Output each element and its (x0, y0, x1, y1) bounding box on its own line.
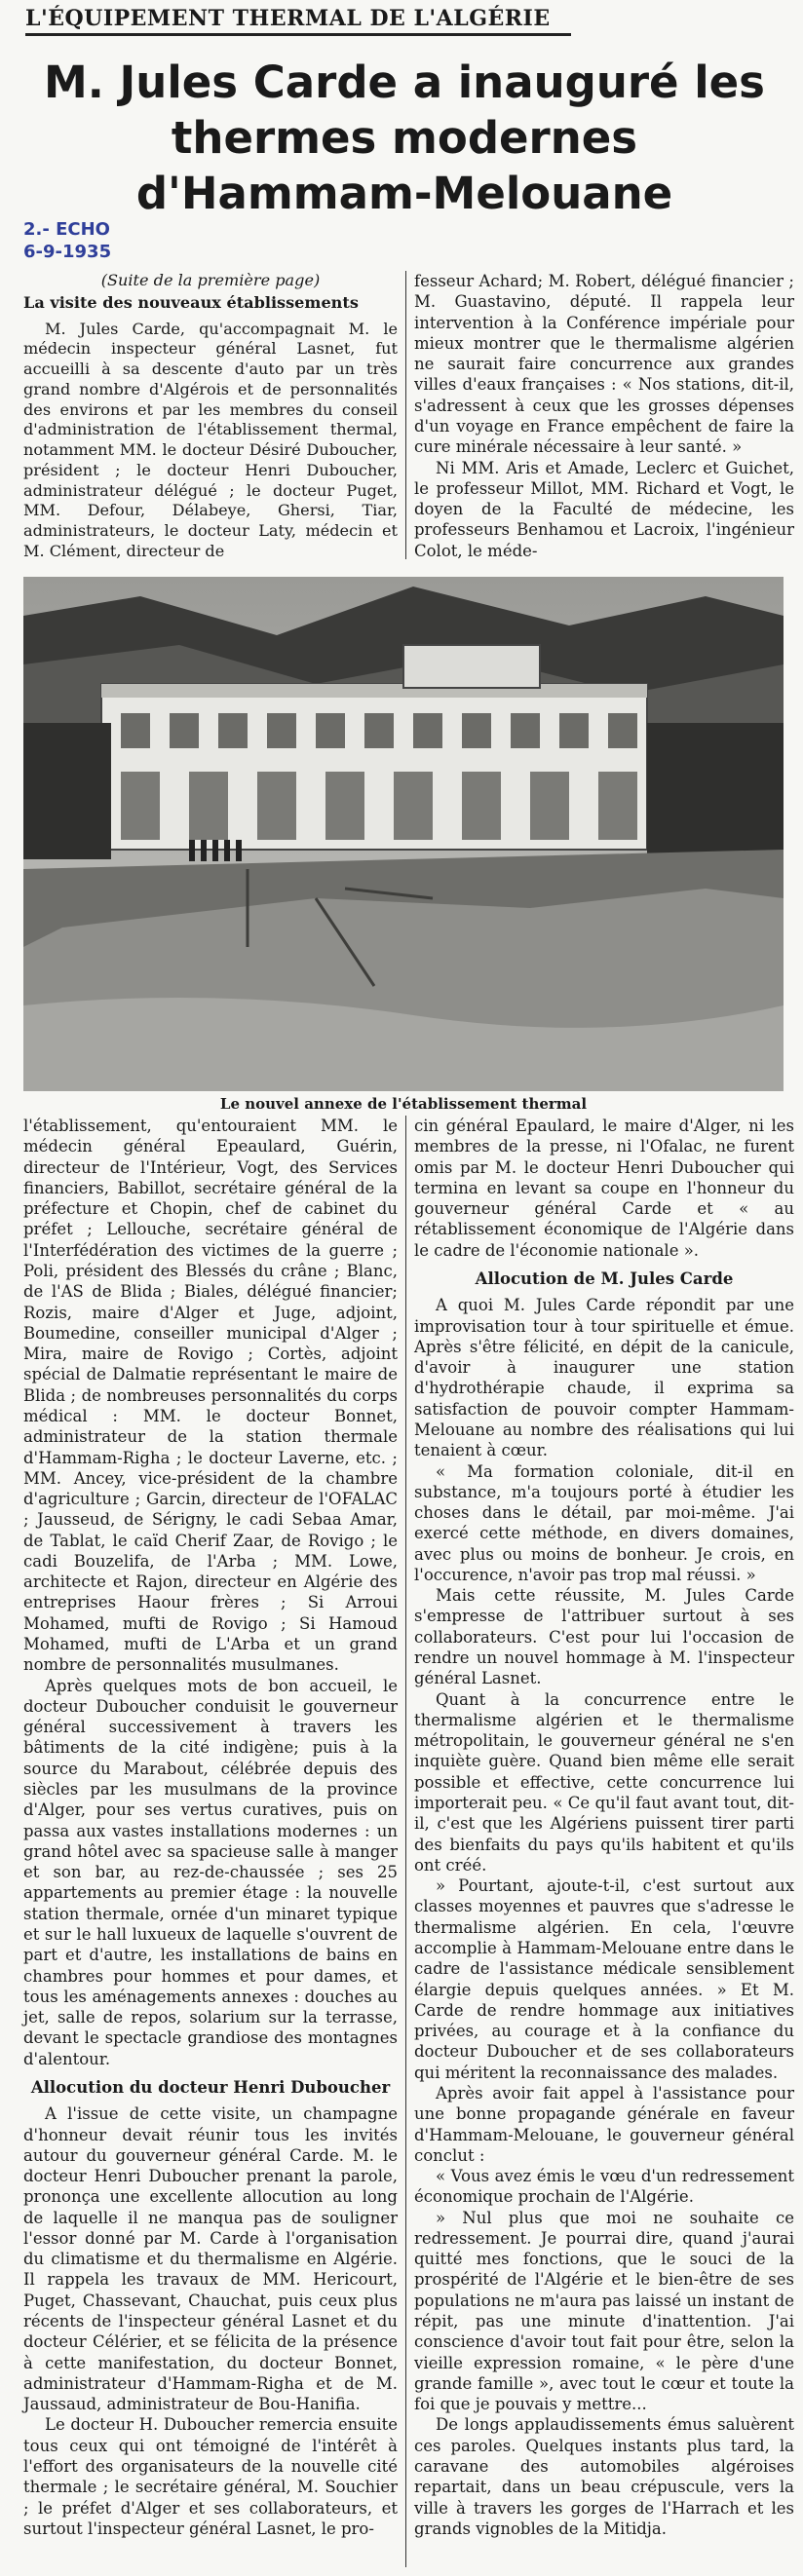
stamp-line-1: 2.- ECHO (23, 219, 110, 240)
continuation-note: (Suite de la première page) (100, 271, 321, 289)
paragraph: A l'issue de cette visite, un champagne d'honneur devait réunir tous les invités autour du gouverneur général Carde. M. le docteur Henri Duboucher prenant la parole, prononça une excellente allocution au long de laquelle il ne manqua pas de souligner l'essor donné par M. Carde à l'organisation du climatisme et du thermalisme en Algérie. Il rappela les travaux de MM. Hericourt, Puget, Chassevant, Chauchat, puis ceux plus récents de l'inspecteur général Lasnet et du docteur Célérier, et se félicita de la présence à cette manifestation, du docteur Bonnet, administrateur d'Hammam-Righa et de M. Jaussaud, administrateur de Bou-Hanifia. (23, 2104, 398, 2414)
article-headline: M. Jules Carde a inauguré les thermes modernes d'Hammam-Melouane (44, 57, 765, 219)
photo-caption: Le nouvel annexe de l'établissement thermal (219, 1095, 588, 1113)
column-4 (414, 1116, 794, 2539)
paragraph: » Pourtant, ajoute-t-il, c'est surtout aux classes moyennes et pauvres que s'adresse le thermalisme algérien. En cela, l'œuvre accomplie à Hammam-Melouane entre dans le cadre de l'assistance médicale sensiblement élargie depuis quelques années. » Et M. Carde de rendre hommage aux initiatives privées, au courage et à la confiance du docteur Duboucher et de ses collaborateurs qui méritent la reconnaissance des malades. (414, 1876, 794, 2082)
paragraph: Après avoir fait appel à l'assistance pour une bonne propagande générale en faveur d'Hammam-Melouane, le gouverneur général conclut : (414, 2083, 794, 2165)
photo-illustration (23, 577, 784, 1091)
paragraph: « Ma formation coloniale, dit-il en substance, m'a toujours porté à étudier les choses dans le détail, par moi-même. J'ai exercé cette méthode, en divers domaines, avec plus ou moins de bonheur. Je crois, en l'occurence, n'avoir pas trop mal réussi. » (414, 1461, 794, 1584)
paragraph: M. Jules Carde, qu'accompagnait M. le médecin inspecteur général Lasnet, fut accueilli à sa descente d'auto par un très grand nombre d'Algérois et de personnalités des environs et par les membres du conseil d'administration de l'établissement thermal, notamment MM. le docteur Désiré Duboucher, président ; le docteur Henri Duboucher, administrateur délégué ; le docteur Puget, MM. Defour, Délabeye, Ghersi, Tiar, administrateurs, le docteur Laty, médecin et M. Clément, directeur de (23, 319, 398, 560)
archive-stamp (23, 218, 121, 263)
paragraph: A quoi M. Jules Carde répondit par une improvisation tour à tour spirituelle et émue. Après s'être félicité, en dépit de la canicule, d'avoir à inaugurer une station d'hydrothérapie chaude, il exprima sa satisfaction de pouvoir compter Hammam-Melouane au nombre des réalisations qui lui tenaient à cœur. (414, 1296, 794, 1460)
subheading-allocution-duboucher: Allocution du docteur Henri Duboucher (30, 2077, 391, 2097)
column-1 (23, 271, 398, 562)
column-2 (414, 271, 794, 561)
column-3 (23, 1116, 398, 2539)
thermal-building-photo (23, 577, 784, 1091)
column-rule-bottom (405, 1116, 406, 2567)
paragraph: l'établissement, qu'entouraient MM. le médecin général Epeaulard, Guérin, directeur de l'Intérieur, Vogt, des Services financiers, Babillot, secrétaire général de la préfecture et Chopin, chef de cabinet du préfet ; Lellouche, secrétaire général de l'Interfédération des victimes de la guerre ; Poli, président des Blessés du crâne ; Blanc, de l'AS de Blida ; Biales, délégué financier; Rozis, maire d'Alger et Juge, adjoint, Boumedine, conseiller municipal d'Alger ; Mira, maire de Rovigo ; Cortès, adjoint spécial de Dalmatie représentant le maire de Blida ; de nombreuses personnalités du corps médical : MM. le docteur Bonnet, administrateur de la station thermale d'Hammam-Righa ; le docteur Laverne, etc. ; MM. Ancey, vice-président de la chambre d'agriculture ; Garcin, directeur de l'OFALAC ; Jausseud, de Sérigny, le cadi Sebaa Amar, de Tablat, le caïd Cherif Zaar, de Rovigo ; le cadi Bouzelifa, de l'Arba ; MM. Lowe, architecte et Rajon, directeur en Algérie des entreprises Haour frères ; Si Arroui Mohamed, mufti de Rovigo ; Si Hamoud Mohamed, mufti de L'Arba et un grand nombre de personnalités musulmanes. (23, 1117, 398, 1675)
paragraph: Mais cette réussite, M. Jules Carde s'empresse de l'attribuer surtout à ses collaborateurs. C'est pour lui l'occasion de rendre un nouvel hommage à M. l'inspecteur général Lasnet. (414, 1586, 794, 1688)
paragraph: « Vous avez émis le vœu d'un redressement économique prochain de l'Algérie. (414, 2167, 794, 2207)
section-kicker: L'ÉQUIPEMENT THERMAL DE L'ALGÉRIE (25, 4, 571, 36)
subheading-visite: La visite des nouveaux établissements (23, 292, 359, 312)
paragraph: fesseur Achard; M. Robert, délégué financier ; M. Guastavino, député. Il rappela leur intervention à la Conférence impériale pour mieux montrer que le thermalisme algérien ne saurait faire concurrence aux grandes villes d'eaux françaises : « Nos stations, dit-il, s'adressent à ceux que les grosses dépenses d'un voyage en France empêchent de faire la cure minérale nécessaire à leur santé. » (414, 272, 794, 457)
paragraph: Ni MM. Aris et Amade, Leclerc et Guichet, le professeur Millot, MM. Richard et Vogt, le doyen de la Faculté de médecine, les professeurs Benhamou et Lacroix, l'ingénieur Colot, le méde- (414, 458, 794, 560)
paragraph: cin général Epaulard, le maire d'Alger, ni les membres de la presse, ni l'Ofalac, ne furent omis par M. le docteur Henri Duboucher qui termina en levant sa coupe en l'honneur du gouverneur général Carde et « au rétablissement économique de l'Algérie dans le cadre de l'économie nationale ». (414, 1117, 794, 1260)
paragraph: » Nul plus que moi ne souhaite ce redressement. Je pourrai dire, quand j'aurai quitté mes fonctions, que le souci de la prospérité de l'Algérie et le bien-être de ses populations ne m'aura pas laissé un instant de répit, pas une minute d'inattention. J'ai conscience d'avoir tout fait pour être, selon la vieille expression romaine, « le père d'une grande famille », avec tout le cœur et toute la foi que je pouvais y mettre... (414, 2208, 794, 2414)
paragraph: De longs applaudissements émus saluèrent ces paroles. Quelques instants plus tard, la caravane des automobiles algéroises repartait, dans un beau crépuscule, vers la ville à travers les gorges de l'Harrach et les grands vignobles de la Mitidja. (414, 2415, 794, 2538)
paragraph: Après quelques mots de bon accueil, le docteur Duboucher conduisit le gouverneur général successivement à travers les bâtiments de la cité indigène; puis à la source du Marabout, célébrée depuis des siècles par les musulmans de la province d'Alger, pour ses vertus curatives, puis on passa aux vastes installations modernes : un grand hôtel avec sa spacieuse salle à manger et son bar, au rez-de-chaussée ; ses 25 appartements au premier étage : la nouvelle station thermale, ornée d'un minaret typique et sur le hall luxueux de laquelle s'ouvrent de part et d'autre, les installations de bains en chambres pour hommes et pour dames, et tous les aménagements annexes : douches au jet, salle de repos, solarium sur la terrasse, devant le spectacle grandiose des montagnes d'alentour. (23, 1676, 398, 2068)
column-rule-top (405, 271, 406, 559)
paragraph: Le docteur H. Duboucher remercia ensuite tous ceux qui ont témoigné de l'intérêt à l'effort des organisateurs de la nouvelle cité thermale ; le secrétaire général, M. Souchier ; le préfet d'Alger et ses collaborateurs, et surtout l'inspecteur général Lasnet, le pro- (23, 2415, 398, 2538)
stamp-line-2: 6-9-1935 (23, 242, 112, 262)
paragraph: Quant à la concurrence entre le thermalisme algérien et le thermalisme métropolitain, le gouverneur général ne s'en inquiète guère. Quand bien même elle serait possible et effective, cette concurrence lui importerait peu. « Ce qu'il faut avant tout, dit-il, c'est que les Algériens puissent tirer parti des bienfaits du pays qu'ils habitent et qu'ils ont créé. (414, 1689, 794, 1875)
subheading-allocution-carde: Allocution de M. Jules Carde (475, 1269, 734, 1288)
